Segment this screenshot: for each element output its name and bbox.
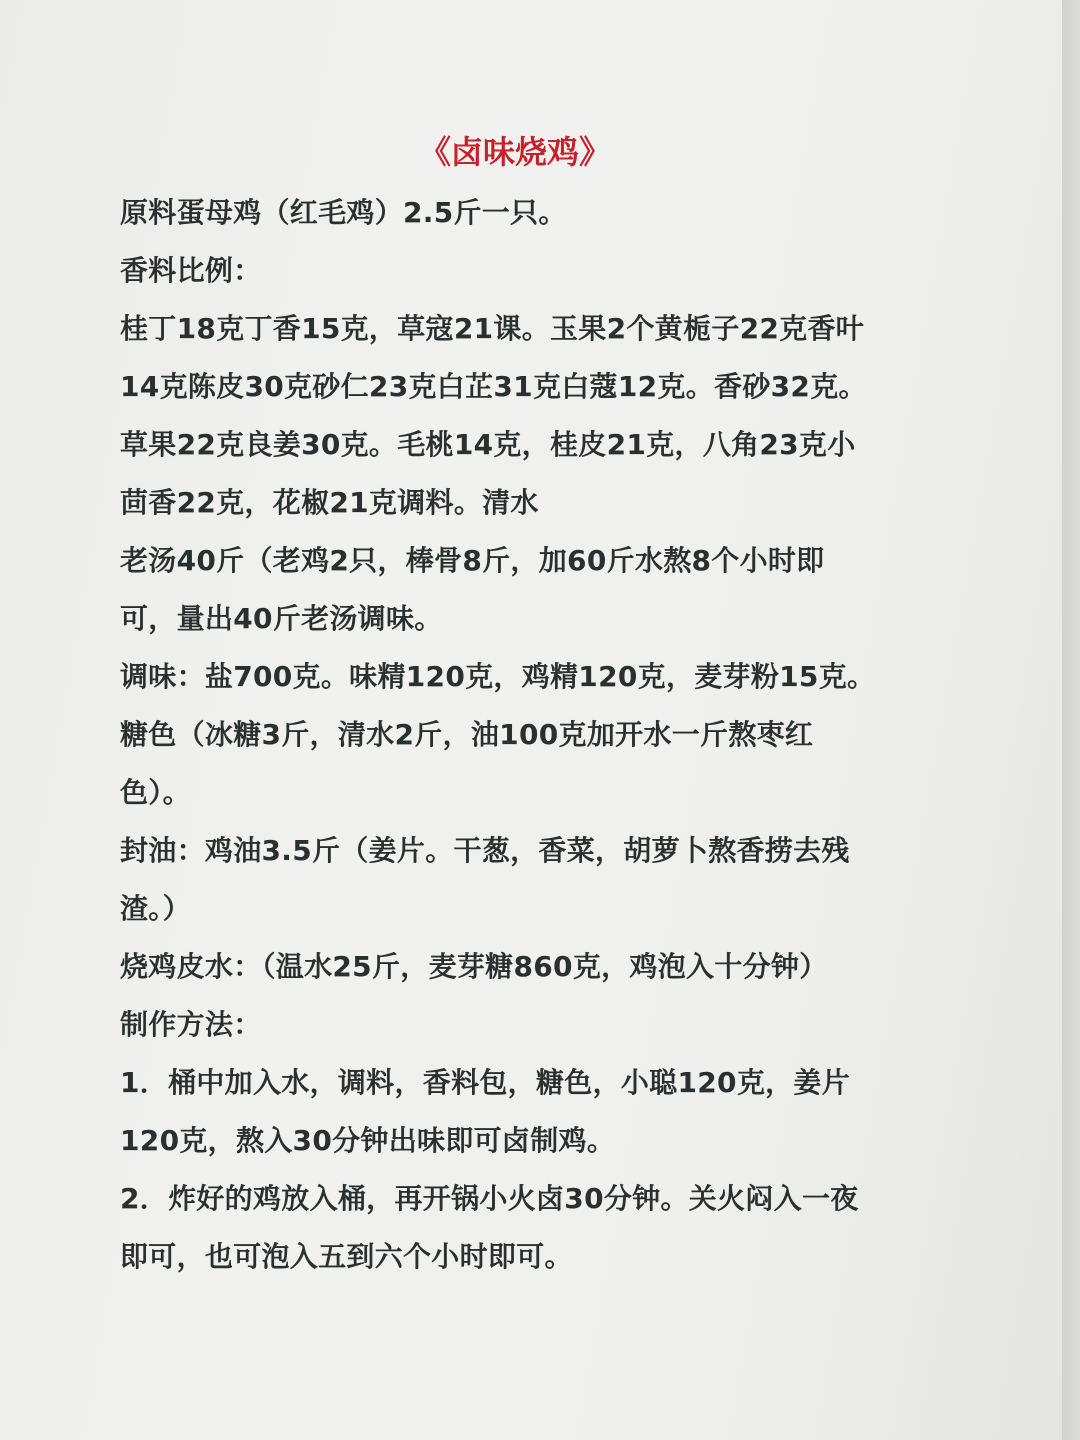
- text-line: 2．炸好的鸡放入桶，再开锅小火卤30分钟。关火闷入一夜: [120, 1182, 859, 1215]
- text-line: 封油：鸡油3.5斤（姜片。干葱，香菜，胡萝卜熬香捞去残: [120, 834, 850, 867]
- text-line: 120克，熬入30分钟出味即可卤制鸡。: [120, 1124, 616, 1157]
- text-line: 糖色（冰糖3斤，清水2斤，油100克加开水一斤熬枣红: [120, 718, 814, 751]
- text-line: 草果22克良姜30克。毛桃14克，桂皮21克，八角23克小: [120, 428, 856, 461]
- text-line: 老汤40斤（老鸡2只，棒骨8斤，加60斤水熬8个小时即: [120, 544, 825, 577]
- text-line: 茴香22克，花椒21克调料。清水: [120, 486, 539, 519]
- text-line: 即可，也可泡入五到六个小时即可。: [120, 1240, 573, 1273]
- text-line: 渣。）: [120, 892, 191, 925]
- text-line: 调味：盐700克。味精120克，鸡精120克，麦芽粉15克。: [120, 660, 876, 693]
- text-line: 色）。: [120, 776, 191, 809]
- text-line: 制作方法：: [120, 1008, 262, 1041]
- text-line: 桂丁18克丁香15克，草寇21课。玉果2个黄栀子22克香叶: [120, 312, 865, 345]
- text-line: 可，量出40斤老汤调味。: [120, 602, 443, 635]
- document-title: 《卤味烧鸡》: [418, 133, 611, 171]
- text-line: 烧鸡皮水：（温水25斤，麦芽糖860克，鸡泡入十分钟）: [120, 950, 828, 983]
- text-line: 原料蛋母鸡（红毛鸡）2.5斤一只。: [120, 196, 567, 229]
- text-line: 1．桶中加入水，调料，香料包，糖色，小聪120克，姜片: [120, 1066, 851, 1099]
- text-line: 香料比例：: [120, 254, 262, 287]
- text-line: 14克陈皮30克砂仁23克白芷31克白蔻12克。香砂32克。: [120, 370, 867, 403]
- background-edge: [1062, 0, 1080, 1440]
